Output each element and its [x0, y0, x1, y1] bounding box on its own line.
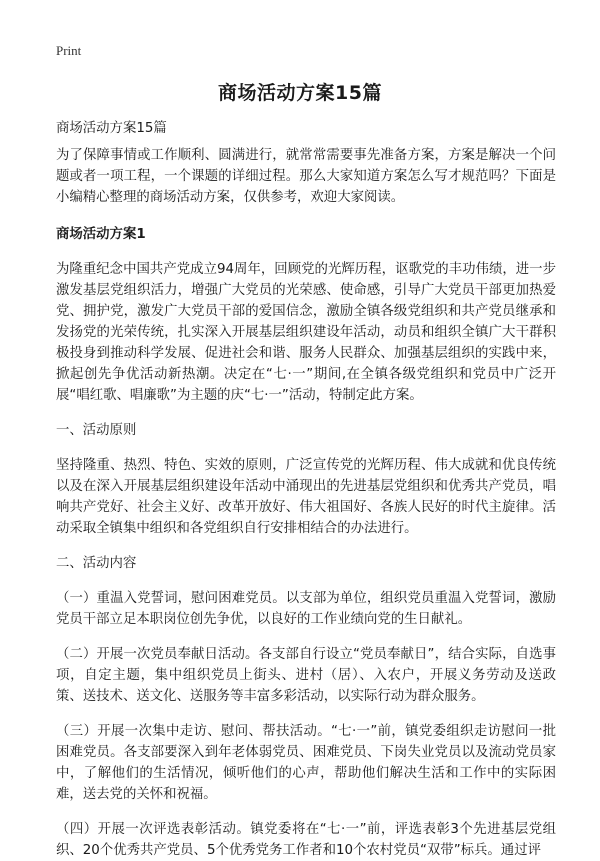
- principle-heading: 一、活动原则: [56, 423, 137, 438]
- principle-paragraph: 坚持隆重、热烈、特色、实效的原则，广泛宣传党的光辉历程、伟大成就和优良传统以及在深入开展基层组织建设年活动中涌现出的先进基层党组织和优秀共产党员，唱响共产党好、社会主义好、改革开放好、伟大祖国好、各族人民好的时代主旋律。活动采取全镇集中组织和各党组织自行安排相结合的办法进行。: [56, 458, 556, 536]
- content-item: （四）开展一次评选表彰活动。镇党委将在“七·一”前，评选表彰3个先进基层党组织、20个优秀共产党员、5个优秀党务工作者和10个农村党员“双带”标兵。通过评: [56, 822, 556, 858]
- page-title: 商场活动方案15篇: [218, 82, 382, 104]
- print-link[interactable]: Print: [56, 43, 82, 58]
- content-item: （三）开展一次集中走访、慰问、帮扶活动。“七·一”前，镇党委组织走访慰问一批困难党员。各支部要深入到年老体弱党员、困难党员、下岗失业党员以及流动党员家中，了解他们的生活情况，倾听他们的心声，帮助他们解决生活和工作中的实际困难，送去党的关怀和祝福。: [56, 724, 556, 802]
- content-heading: 二、活动内容: [56, 556, 137, 571]
- article-body: [56, 118, 556, 861]
- content-item: （二）开展一次党员奉献日活动。各支部自行设立“党员奉献日”，结合实际，自选事项，自定主题，集中组织党员上街头、进村（居）、入农户，开展义务劳动及送政策、送技术、送文化、送服务等丰富多彩活动，以实际行动为群众服务。: [56, 647, 556, 704]
- subtitle: 商场活动方案15篇: [56, 121, 167, 136]
- intro-paragraph: 为了保障事情或工作顺利、圆满进行，就常常需要事先准备方案，方案是解决一个问题或者一项工程，一个课题的详细过程。那么大家知道方案怎么写才规范吗？下面是小编精心整理的商场活动方案，仅供参考，欢迎大家阅读。: [56, 148, 556, 205]
- section-heading: 商场活动方案1: [56, 227, 146, 242]
- section-paragraph: 为隆重纪念中国共产党成立94周年，回顾党的光辉历程，讴歌党的丰功伟绩，进一步激发基层党组织活力，增强广大党员的光荣感、使命感，引导广大党员干部更加热爱党、拥护党，激发广大党员干部的爱国信念，激励全镇各级党组织和共产党员继承和发扬党的光荣传统，扎实深入开展基层组织建设年活动，动员和组织全镇广大干群积极投身到推动科学发展、促进社会和谐、服务人民群众、加强基层组织的实践中来，掀起创先争优活动新热潮。决定在“七·一”期间,在全镇各级党组织和党员中广泛开展“唱红歌、唱廉歌”为主题的庆“七·一”活动，特制定此方案。: [56, 262, 556, 403]
- content-item: （一）重温入党誓词，慰问困难党员。以支部为单位，组织党员重温入党誓词，激励党员干部立足本职岗位创先争优，以良好的工作业绩向党的生日献礼。: [56, 591, 556, 627]
